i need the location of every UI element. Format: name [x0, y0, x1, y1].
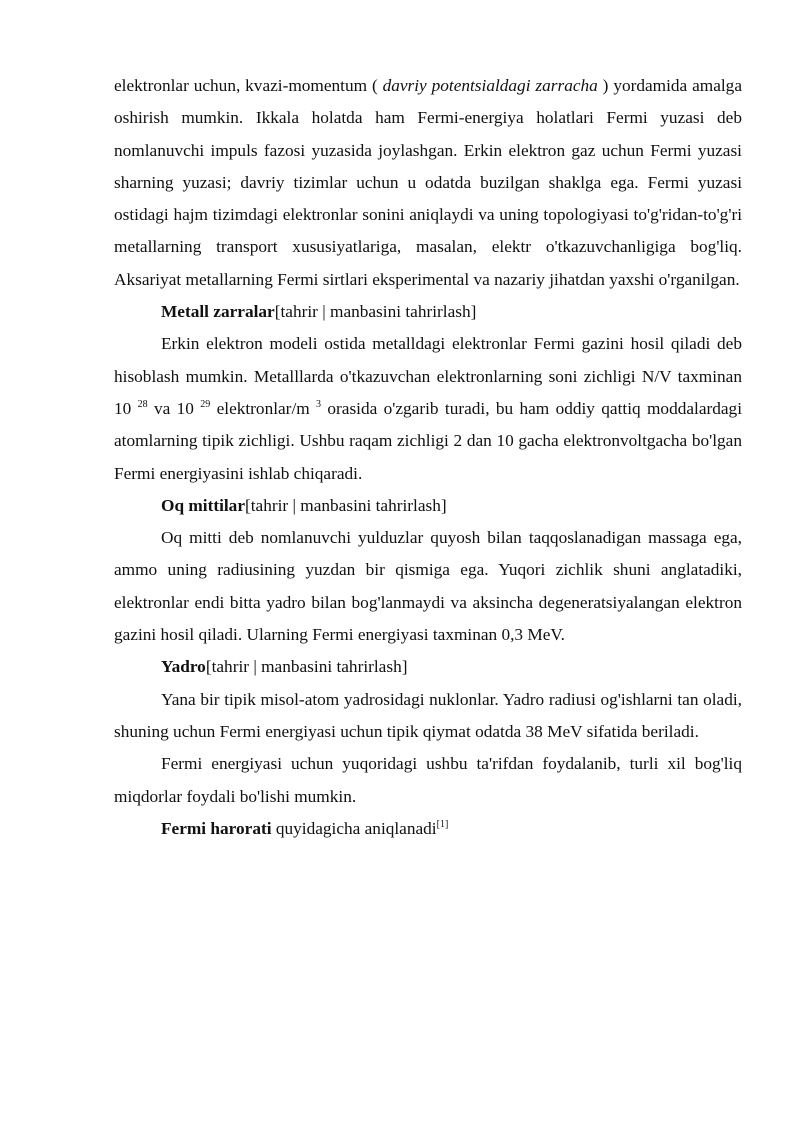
heading-title: Metall zarralar	[161, 302, 275, 322]
paragraph-text: ) yordamida amalga oshirish mumkin. Ikkala holatda ham Fermi-energiya holatlari Fermi yuzasi deb nomlanuvchi impuls fazosi yuzasida joylashgan. Erkin elektron gaz uchun Fermi yuzasi sharning yuzasi; davriy tizimlar uchun u odatda buzilgan shaklga ega. Fermi yuzasi ostidagi hajm tizimdagi elektronlar sonini aniqlaydi va uning topologiyasi to'g'ridan-to'g'ri metallarning transport xususiyatlariga, masalan, elektr o'tkazuvchanligiga bog'liq. Aksariyat metallarning Fermi sirtlari eksperimental va nazariy jihatdan yaxshi o'rganilgan.	[114, 76, 742, 289]
superscript: 29	[200, 399, 211, 411]
bold-term: Fermi harorati	[161, 818, 272, 838]
section-heading-metall-zarralar	[114, 296, 742, 328]
paragraph-text: orasida o'zgarib turadi, bu ham oddiy qattiq moddalardagi atomlarning tipik zichligi. Ushbu raqam zichligi 2 dan 10 gacha elektronvoltgacha bo'lgan Fermi energiyasini ishlab chiqaradi.	[114, 398, 742, 483]
section-heading-oq-mittilar	[114, 490, 742, 522]
paragraph-fermi-surface	[114, 70, 742, 296]
edit-source-link[interactable]: [tahrir | manbasini tahrirlash]	[205, 657, 408, 677]
paragraph-white-dwarfs: Oq mitti deb nomlanuvchi yulduzlar quyosh bilan taqqoslanadigan massaga ega, ammo uning radiusining yuzdan bir qismiga ega. Yuqori zichlik shuni anglatadiki, elektronlar endi bitta yadro bilan bog'lanmaydi va aksincha degeneratsiyalangan elektron gazini hosil qiladi. Ularning Fermi energiyasi taxminan 0,3 MeV.	[114, 528, 742, 645]
paragraph-text: Erkin elektron modeli ostida metalldagi elektronlar Fermi gazini hosil qiladi deb hisoblash mumkin. Metalllarda o'tkazuvchan elektronlarning soni zichligi N/V taxminan 10	[114, 334, 742, 418]
paragraph-metals	[114, 328, 742, 489]
paragraph-text: elektronlar/m	[210, 398, 317, 418]
superscript: 3	[316, 399, 322, 411]
edit-source-link[interactable]: [tahrir | manbasini tahrirlash]	[274, 302, 477, 322]
paragraph-nucleus: Yana bir tipik misol-atom yadrosidagi nuklonlar. Yadro radiusi og'ishlarni tan oladi, shuning uchun Fermi energiyasi uchun tipik qiymat odatda 38 MeV sifatida beriladi.	[114, 689, 742, 741]
paragraph-text: va 10	[147, 398, 201, 418]
section-heading-yadro	[114, 651, 742, 683]
paragraph-fermi-temperature	[114, 813, 742, 845]
citation-link[interactable]: [1]	[436, 819, 449, 831]
paragraph-text: elektronlar uchun, kvazi-momentum (	[114, 76, 383, 95]
paragraph-text: quyidagicha aniqlanadi	[271, 818, 437, 838]
heading-title: Yadro	[161, 657, 206, 677]
superscript: 28	[137, 399, 148, 411]
edit-source-link[interactable]: [tahrir | manbasini tahrirlash]	[245, 495, 447, 515]
heading-title: Oq mittilar	[161, 495, 245, 515]
paragraph-related-quantities: Fermi energiyasi uchun yuqoridagi ushbu ta'rifdan foydalanib, turli xil bog'liq miqdorlar foydali bo'lishi mumkin.	[114, 754, 742, 806]
italic-phrase: davriy potentsialdagi zarracha	[382, 76, 598, 95]
